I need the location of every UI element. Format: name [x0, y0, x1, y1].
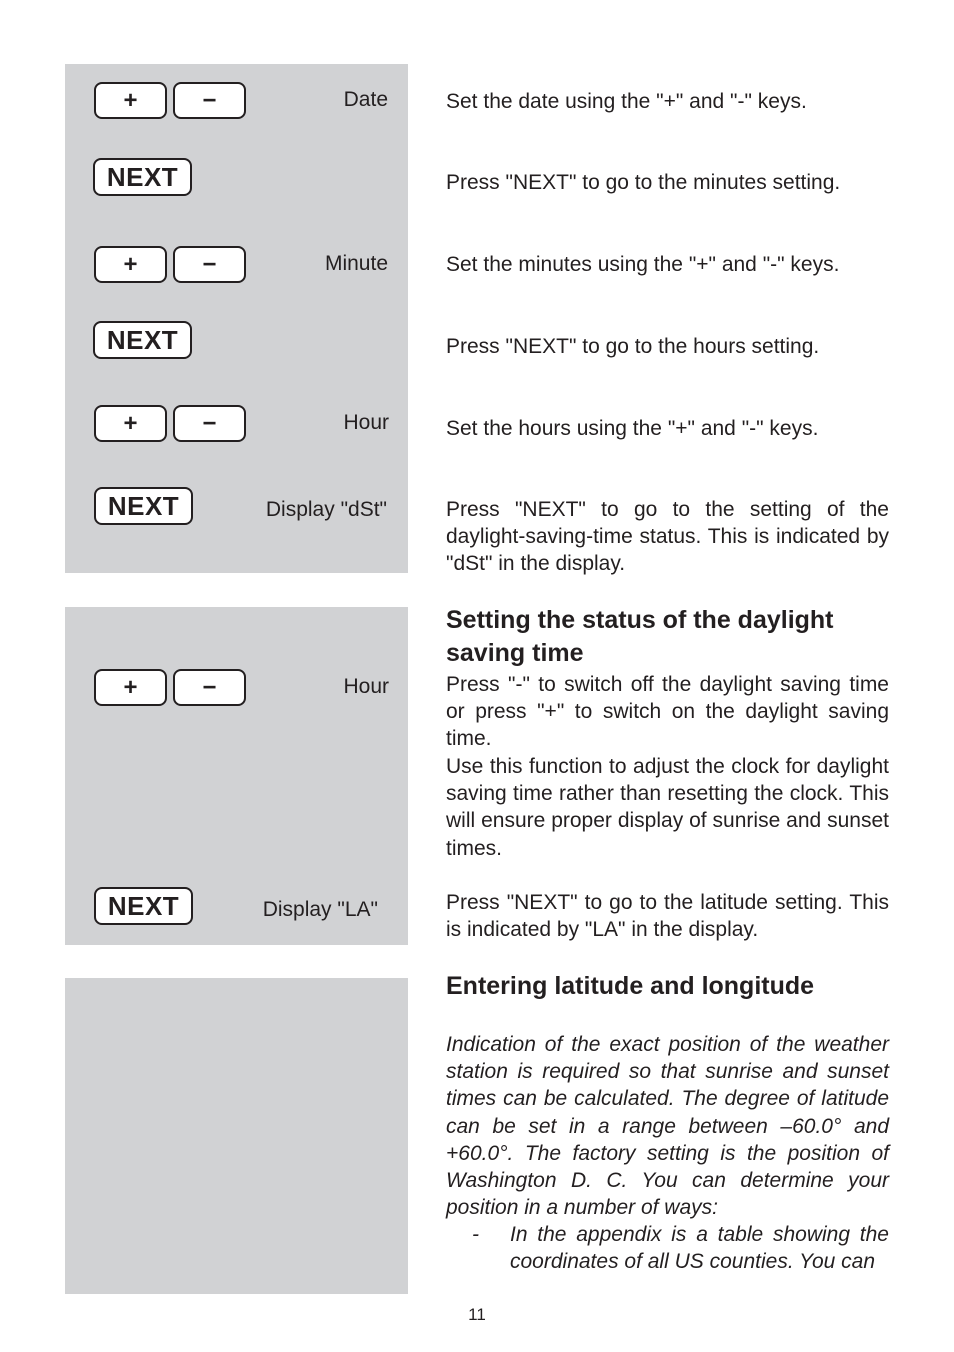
minus-key: −	[173, 82, 246, 119]
minus-key: −	[173, 405, 246, 442]
plus-key: +	[94, 669, 167, 706]
minus-key: −	[173, 246, 246, 283]
set-minutes-instruction: Set the minutes using the "+" and "-" keys.	[446, 253, 840, 276]
next-key: NEXT	[94, 487, 193, 525]
plus-key: +	[94, 246, 167, 283]
hour-label: Hour	[343, 411, 389, 434]
next-key: NEXT	[94, 887, 193, 925]
key-panel-latitude	[65, 978, 408, 1294]
next-latitude-instruction: Press "NEXT" to go to the latitude setting. This is indicated by "LA" in the display.	[446, 891, 889, 942]
bullet-dash: -	[472, 1223, 479, 1246]
date-label: Date	[343, 88, 388, 111]
set-hours-instruction: Set the hours using the "+" and "-" keys.	[446, 417, 819, 440]
minute-label: Minute	[324, 252, 388, 275]
next-minutes-instruction: Press "NEXT" to go to the minutes setting.	[446, 171, 841, 194]
display-dst-label: Display "dSt"	[265, 498, 387, 521]
latlong-heading: Entering latitude and longitude	[446, 972, 815, 1000]
hour-label: Hour	[343, 675, 389, 698]
display-la-label: Display "LA"	[262, 898, 378, 921]
plus-key: +	[94, 405, 167, 442]
next-dst-instruction: Press "NEXT" to go to the setting of the daylight-saving-time status. This is indicated by "dSt" in the display.	[446, 498, 889, 576]
next-key: NEXT	[93, 158, 192, 196]
key-panel-dst-setting	[65, 607, 408, 945]
dst-instruction: Press "-" to switch off the daylight saving time or press "+" to switch on the daylight saving time.	[446, 673, 889, 751]
set-date-instruction: Set the date using the "+" and "-" keys.	[446, 90, 807, 113]
minus-key: −	[173, 669, 246, 706]
next-hours-instruction: Press "NEXT" to go to the hours setting.	[446, 335, 820, 358]
key-panel-time-setting	[65, 64, 408, 573]
page-number: 11	[468, 1305, 486, 1324]
dst-heading: Setting the status of the daylight saving time	[446, 606, 834, 667]
plus-key: +	[94, 82, 167, 119]
bullet-appendix: In the appendix is a table showing the coordinates of all US counties. You can	[510, 1223, 889, 1274]
dst-usage-note: Use this function to adjust the clock for daylight saving time rather than resetting the clock. This will ensure proper display of sunrise and sunset times.	[446, 755, 889, 860]
latlong-intro: Indication of the exact position of the weather station is required so that sunrise and sunset times can be calculated. The degree of latitude can be set in a range between –60.0° and +60.0°. The factory setting is the position of Washington D. C. You can determine your position in a number of ways:	[446, 1033, 889, 1220]
next-key: NEXT	[93, 321, 192, 359]
